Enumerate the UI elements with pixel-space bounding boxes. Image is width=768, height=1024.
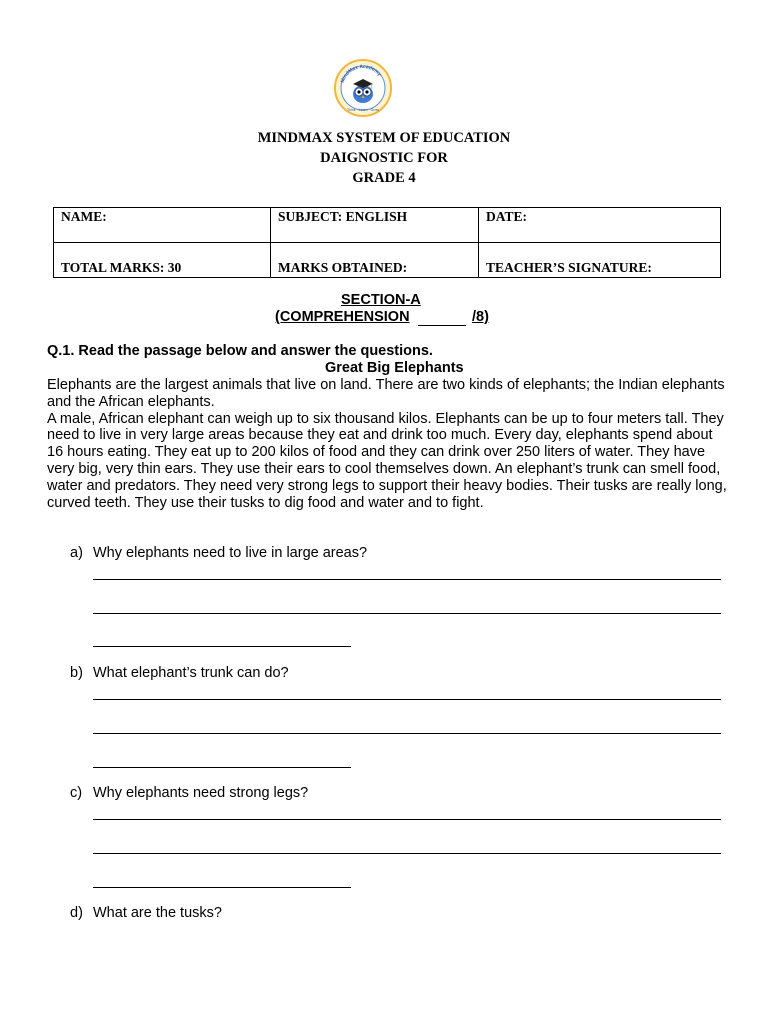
answer-b-line-2[interactable] (93, 733, 721, 734)
date-cell[interactable] (479, 208, 721, 243)
logo-text: MindMax Academy (339, 63, 383, 84)
question-1-prompt: Q.1. Read the passage below and answer the questions. (47, 343, 433, 359)
question-d-letter: d) (70, 905, 83, 921)
question-c-text: Why elephants need strong legs? (93, 785, 309, 801)
section-subtitle-right: /8) (472, 309, 489, 325)
question-a-letter: a) (70, 545, 83, 561)
question-b-letter: b) (70, 665, 83, 681)
question-c-letter: c) (70, 785, 83, 801)
question-b (70, 665, 289, 681)
grade-label: GRADE 4 (352, 170, 416, 186)
answer-c-line-3[interactable] (93, 887, 351, 888)
passage-paragraph-2: A male, African elephant can weigh up to six thousand kilos. Elephants can be up to four meters tall. They need to live in very large areas because they eat and drink too much. Every day, elephants spend about 16 hours eating. They eat up to 200 kilos of food and they can drink over 250 liters of water. They have very big, very thin ears. They use their ears to cool themselves down. An elephant’s trunk can smell food, water and predators. They need very strong legs to support their heavy bodies. Their tusks are really long, curved teeth. They use their tusks to dig food and water and to fight. (47, 410, 727, 511)
student-info-table (53, 207, 721, 278)
answer-c-line-2[interactable] (93, 853, 721, 854)
date-label: DATE: (486, 209, 528, 224)
marks-obtained-cell[interactable] (271, 243, 479, 278)
answer-c-line-1[interactable] (93, 819, 721, 820)
name-cell[interactable] (54, 208, 271, 243)
teacher-signature-label: TEACHER’S SIGNATURE: (486, 260, 652, 275)
question-a-text: Why elephants need to live in large areas? (93, 545, 368, 561)
subject-cell (271, 208, 479, 243)
academy-logo (334, 57, 392, 119)
passage-paragraph-1: Elephants are the largest animals that live on land. There are two kinds of elephants; the Indian elephants and the African elephants. (47, 377, 725, 410)
passage-title: Great Big Elephants (325, 360, 464, 376)
question-a (70, 545, 367, 561)
question-d-text: What are the tusks? (93, 905, 222, 921)
total-marks-cell (54, 243, 271, 278)
name-label: NAME: (61, 209, 107, 224)
answer-b-line-1[interactable] (93, 699, 721, 700)
answer-a-line-3[interactable] (93, 646, 351, 647)
section-title: SECTION-A (341, 292, 421, 308)
marks-obtained-label: MARKS OBTAINED: (278, 260, 408, 275)
subject-label: SUBJECT: ENGLISH (278, 209, 408, 224)
answer-b-line-3[interactable] (93, 767, 351, 768)
section-marks-blank (418, 309, 466, 326)
teacher-signature-cell[interactable] (479, 243, 721, 278)
answer-a-line-1[interactable] (93, 579, 721, 580)
section-subtitle-left: (COMPREHENSION (275, 309, 410, 325)
logo-tagline: Think · Learn · Grow (346, 108, 380, 112)
total-marks-label: TOTAL MARKS: 30 (61, 260, 182, 275)
test-title: DAIGNOSTIC FOR (320, 150, 448, 166)
passage (47, 377, 732, 511)
school-name: MINDMAX SYSTEM OF EDUCATION (257, 130, 511, 146)
question-d (70, 905, 222, 921)
question-c (70, 785, 308, 801)
answer-a-line-2[interactable] (93, 613, 721, 614)
question-b-text: What elephant’s trunk can do? (93, 665, 289, 681)
